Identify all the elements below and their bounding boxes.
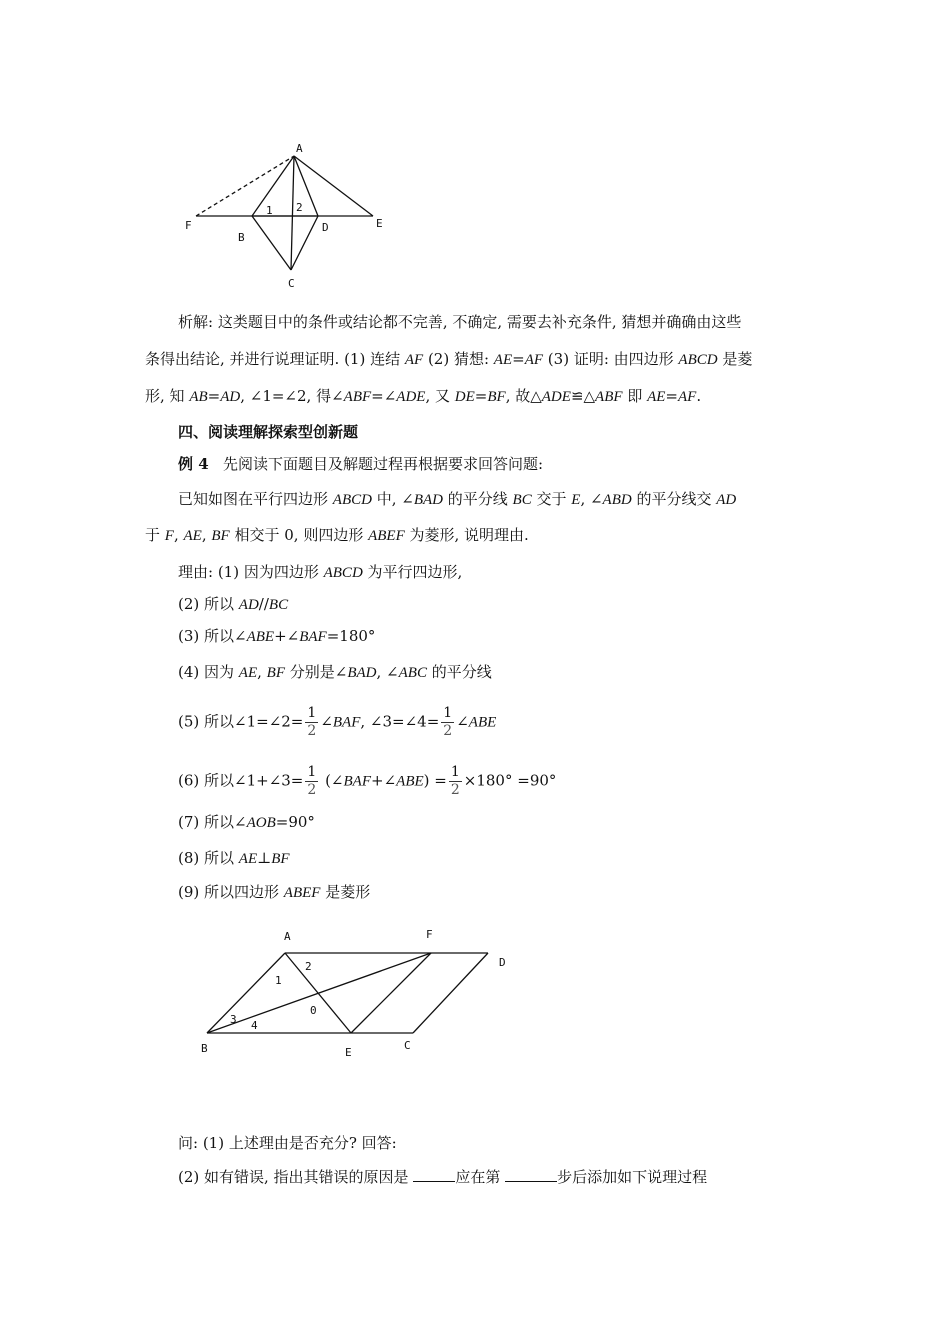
text-fragment: 是菱形 <box>320 883 371 901</box>
text-fragment: AF <box>678 389 697 405</box>
reason-step-3 <box>0 626 950 647</box>
text-fragment: BF <box>211 528 230 544</box>
text-fragment: // <box>258 595 269 613</box>
figure-rhombus-abcd <box>180 138 400 298</box>
text-fragment: 为平行四边形, <box>362 563 463 581</box>
text-fragment: 的平分线 <box>426 663 492 681</box>
text-fragment: 例 4 <box>178 455 209 473</box>
example-heading <box>0 454 950 474</box>
text-fragment: 先阅读下面题目及解题过程再根据要求回答问题: <box>222 455 544 473</box>
text-fragment: = <box>512 350 525 368</box>
segment-ab <box>252 156 294 216</box>
fig1-angle-2: 2 <box>296 201 303 214</box>
text-fragment: ABC <box>398 665 427 681</box>
text-fragment: =18 <box>326 627 359 645</box>
fig2-angle-4: 4 <box>251 1019 258 1032</box>
example-problem-2 <box>0 525 950 546</box>
fraction-half <box>305 705 318 740</box>
fig2-angle-3: 3 <box>230 1013 237 1026</box>
text-fragment: ∠ <box>320 712 333 731</box>
text-fragment: (4) 因为 <box>178 663 239 681</box>
text-fragment: ABEF <box>368 528 405 544</box>
segment-ac <box>291 156 294 270</box>
fig2-label-o: 0 <box>310 1004 317 1017</box>
text-fragment: 问: (1) 上述理由是否充分? 回答: <box>178 1134 397 1152</box>
analysis-line-1 <box>0 312 950 332</box>
text-fragment: ABE <box>396 773 424 790</box>
text-fragment: 90° <box>288 813 315 831</box>
segment-bc <box>252 216 291 270</box>
text-fragment: 步后添加如下说理过程 <box>557 1168 708 1186</box>
fig2-label-d: D <box>499 956 506 969</box>
text-fragment: 即 <box>622 387 648 405</box>
text-fragment: (3) 证明: 由四边形 <box>543 350 679 368</box>
segment-ab-side <box>207 953 285 1033</box>
text-fragment: , <box>173 526 184 544</box>
text-fragment: , ∠ <box>580 490 603 508</box>
text-fragment: 相交于 0, 则四边形 <box>229 526 369 544</box>
text-fragment: (8) 所以 <box>178 849 239 867</box>
text-fragment: AD <box>220 389 241 405</box>
text-fragment: AF <box>524 352 544 368</box>
text-fragment: 是菱 <box>717 350 753 368</box>
text-fragment: ABF <box>595 389 623 405</box>
text-fragment: ABE <box>246 629 275 645</box>
text-fragment: 分别是∠ <box>285 663 348 681</box>
text-fragment: = <box>275 813 289 831</box>
text-fragment: ABEF <box>283 885 321 901</box>
text-fragment: 的平分线交 <box>631 490 717 508</box>
text-fragment: 于 <box>145 526 165 544</box>
text-fragment: 1 <box>307 764 317 780</box>
text-fragment: F <box>164 528 174 544</box>
section-heading <box>0 422 950 442</box>
text-fragment: , ∠3=∠4= <box>360 712 440 731</box>
text-fragment: (5) 所以∠1=∠2= <box>178 712 304 731</box>
text-fragment: ×180° =9 <box>463 771 540 790</box>
text-fragment: 0° <box>358 627 376 645</box>
text-fragment: 2 <box>307 723 317 739</box>
text-fragment: ∠ <box>456 712 469 731</box>
example-problem-1 <box>0 489 950 510</box>
text-fragment: ABD <box>602 492 632 508</box>
text-fragment: = <box>207 387 221 405</box>
text-fragment: AE <box>183 528 202 544</box>
text-fragment: 条得出结论, 并进行说理证明. (1) 连结 <box>145 350 405 368</box>
analysis-line-2 <box>0 349 950 370</box>
fig2-label-e: E <box>345 1046 352 1059</box>
text-fragment: DE <box>454 389 475 405</box>
text-fragment: 中, ∠ <box>371 490 414 508</box>
reason-step-4 <box>0 662 950 683</box>
reason-step-9 <box>0 882 950 903</box>
text-fragment: +∠ <box>274 627 300 645</box>
text-fragment: 应在第 <box>455 1168 506 1186</box>
segment-dc <box>291 216 318 270</box>
text-fragment: BC <box>268 597 289 613</box>
text-fragment: E <box>571 492 581 508</box>
text-fragment: (9) 所以四边形 <box>178 883 284 901</box>
text-fragment: 1 <box>450 764 460 780</box>
text-fragment: , <box>257 663 267 681</box>
fraction-half <box>305 764 318 799</box>
text-fragment: BAD <box>347 665 377 681</box>
text-fragment: 交于 <box>531 490 572 508</box>
text-fragment: 四、阅读理解探索型创新题 <box>178 423 359 441</box>
question-1 <box>0 1133 950 1153</box>
fig1-label-a: A <box>296 142 303 155</box>
text-fragment: ≌△ <box>570 387 596 405</box>
fig2-label-f: F <box>426 928 433 941</box>
text-fragment: AD <box>238 597 259 613</box>
text-fragment: ABCD <box>678 352 718 368</box>
text-fragment: 为菱形, 说明理由. <box>404 526 529 544</box>
fig1-label-d: D <box>322 221 329 234</box>
text-fragment: (∠ <box>320 771 344 790</box>
text-fragment: AE <box>493 352 513 368</box>
text-fragment: , 故△ <box>505 387 542 405</box>
text-fragment: AE <box>238 851 258 867</box>
analysis-line-3 <box>0 386 950 407</box>
text-fragment: (2) 所以 <box>178 595 239 613</box>
question-2 <box>0 1166 950 1187</box>
text-fragment: 2 <box>307 782 317 798</box>
text-fragment: ADE <box>396 389 426 405</box>
reason-step-8 <box>0 848 950 869</box>
text-fragment: ADE <box>541 389 571 405</box>
fig2-angle-1: 1 <box>275 974 282 987</box>
reason-step-5 <box>0 705 950 740</box>
text-fragment: BAF <box>332 714 361 731</box>
fig1-angle-1: 1 <box>266 204 273 217</box>
fig2-label-a: A <box>284 930 291 943</box>
text-fragment: , ∠ <box>376 663 399 681</box>
reason-step-6 <box>0 764 950 799</box>
segment-af-dashed <box>196 156 294 216</box>
reason-step-1 <box>0 562 950 583</box>
figure-2-lines <box>207 953 488 1033</box>
text-fragment: BC <box>512 492 532 508</box>
text-fragment: 2 <box>450 782 460 798</box>
fig2-label-b: B <box>201 1042 208 1055</box>
text-fragment: (7) 所以∠ <box>178 813 247 831</box>
text-fragment: AOB <box>246 815 276 831</box>
fig1-label-e: E <box>376 217 383 230</box>
text-fragment: BAF <box>299 629 327 645</box>
text-fragment: AD <box>716 492 737 508</box>
text-fragment: 2 <box>443 723 453 739</box>
text-fragment: , <box>201 526 212 544</box>
text-fragment: = <box>665 387 678 405</box>
segment-fe <box>351 953 431 1033</box>
fraction-half <box>441 705 454 740</box>
text-fragment: AE <box>647 389 666 405</box>
text-fragment: BAF <box>343 773 372 790</box>
text-fragment: , ∠1=∠2, 得∠ <box>240 387 344 405</box>
text-fragment: ABF <box>343 389 372 405</box>
text-fragment: AB <box>189 389 208 405</box>
text-fragment: ABE <box>468 714 497 731</box>
text-fragment: 形, 知 <box>145 387 190 405</box>
text-fragment: BF <box>271 851 290 867</box>
text-fragment: (3) 所以∠ <box>178 627 247 645</box>
text-fragment: ⊥ <box>257 849 272 867</box>
text-fragment: 1 <box>443 705 453 721</box>
text-fragment: = <box>474 387 488 405</box>
fig2-angle-2: 2 <box>305 960 312 973</box>
text-fragment: BF <box>487 389 506 405</box>
text-fragment: , 又 <box>425 387 455 405</box>
reason-step-7 <box>0 812 950 833</box>
fig1-label-c: C <box>288 277 295 290</box>
text-fragment: . <box>696 387 702 405</box>
fig1-label-f: F <box>185 219 192 232</box>
text-fragment: ABCD <box>323 565 363 581</box>
reason-step-2 <box>0 594 950 615</box>
text-fragment: 已知如图在平行四边形 <box>178 490 333 508</box>
text-fragment: 0° <box>539 771 557 790</box>
fig1-label-b: B <box>238 231 245 244</box>
text-fragment: 析解: 这类题目中的条件或结论都不完善, 不确定, 需要去补充条件, 猜想并确确由这些 <box>178 313 742 331</box>
text-fragment: =∠ <box>371 387 397 405</box>
text-fragment: 理由: (1) 因为四边形 <box>178 563 324 581</box>
text-fragment: ABCD <box>332 492 372 508</box>
fig2-label-c: C <box>404 1039 411 1052</box>
text-fragment: AF <box>404 352 424 368</box>
text-fragment: (6) 所以∠1+∠3= <box>178 771 304 790</box>
answer-blank-reason[interactable] <box>413 1166 455 1182</box>
text-fragment: 1 <box>307 705 317 721</box>
segment-bf <box>207 953 431 1033</box>
text-fragment: BF <box>266 665 285 681</box>
text-fragment: (2) 如有错误, 指出其错误的原因是 <box>178 1168 414 1186</box>
text-fragment: ) = <box>423 771 447 790</box>
text-fragment: 的平分线 <box>443 490 513 508</box>
text-fragment: BAD <box>413 492 443 508</box>
fraction-half <box>449 764 462 799</box>
segment-cd-side <box>413 953 488 1033</box>
figure-1-lines <box>196 156 373 270</box>
figure-parallelogram-abcd <box>195 922 525 1062</box>
text-fragment: (2) 猜想: <box>423 350 494 368</box>
text-fragment: +∠ <box>371 771 397 790</box>
answer-blank-step[interactable] <box>505 1166 557 1182</box>
text-fragment: AE <box>238 665 258 681</box>
